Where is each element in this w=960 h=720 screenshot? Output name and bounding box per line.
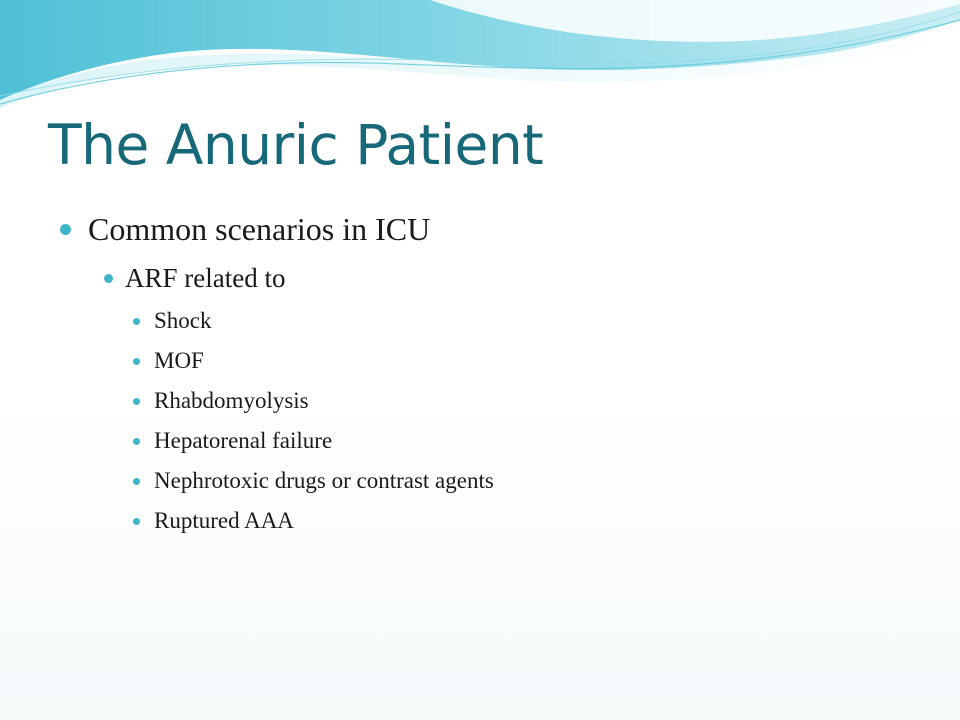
slide-title: The Anuric Patient (48, 113, 544, 177)
bullet-text: Hepatorenal failure (154, 428, 333, 453)
bullet-level-2 (125, 260, 285, 296)
bullet-level-3 (154, 346, 204, 376)
bullet-text: MOF (154, 348, 204, 373)
bullet-text: Nephrotoxic drugs or contrast agents (154, 468, 494, 493)
bullet-text: Common scenarios in ICU (88, 211, 431, 247)
bullet-level-1 (88, 208, 430, 250)
bullet-text: ARF related to (125, 263, 286, 293)
bullet-dot-icon (133, 518, 140, 525)
bullet-level-3 (154, 506, 294, 536)
bullet-dot-icon (133, 358, 140, 365)
bullet-level-3 (154, 386, 309, 416)
bullet-dot-icon (104, 274, 113, 283)
bullet-dot-icon (133, 318, 140, 325)
bullet-text: Rhabdomyolysis (154, 388, 309, 413)
bullet-dot-icon (133, 398, 140, 405)
bullet-dot-icon (60, 224, 71, 235)
bullet-text: Shock (154, 308, 212, 333)
bullet-dot-icon (133, 478, 140, 485)
bullet-dot-icon (133, 438, 140, 445)
bullet-level-3 (154, 306, 212, 336)
bullet-level-3 (154, 466, 494, 496)
bullet-level-3 (154, 426, 332, 456)
bullet-text: Ruptured AAA (154, 508, 294, 533)
